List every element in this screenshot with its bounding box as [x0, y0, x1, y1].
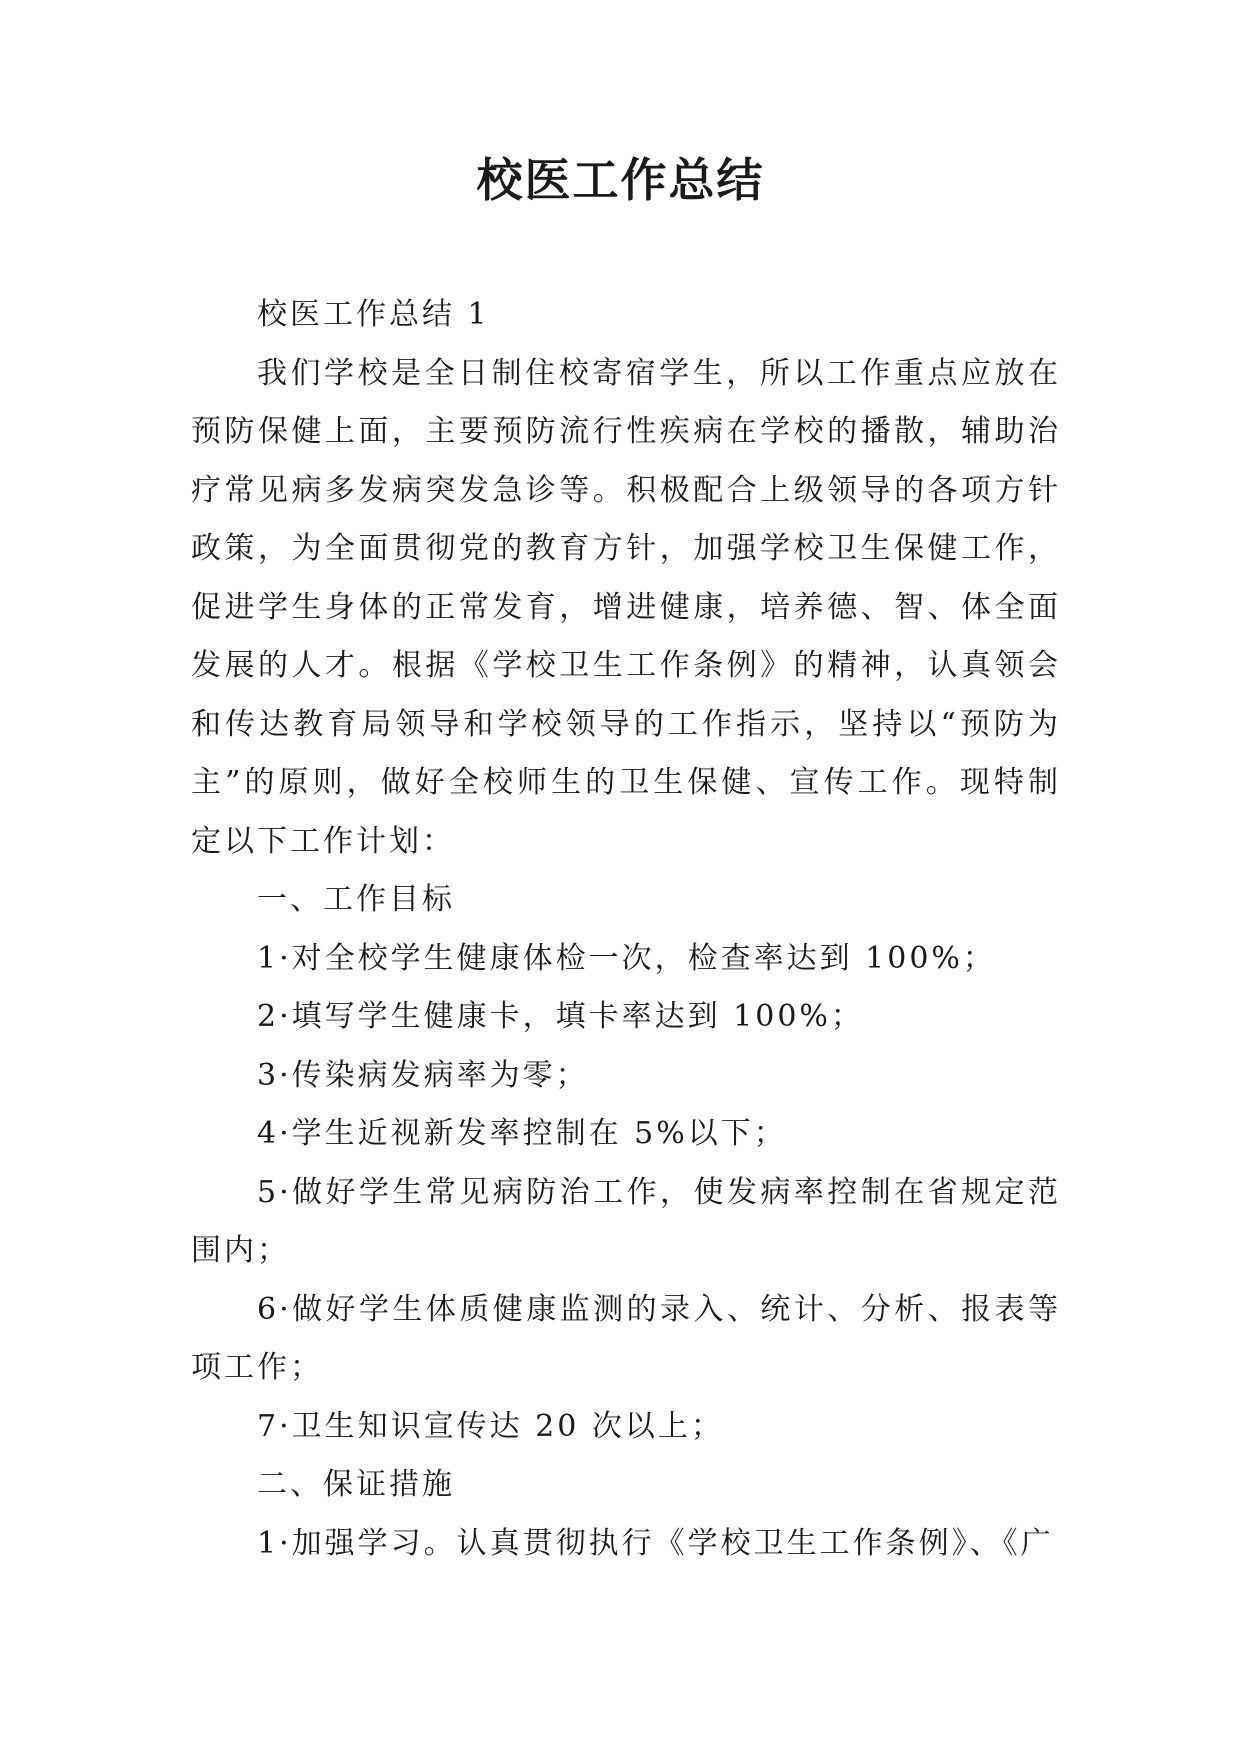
goal-item: 6·做好学生体质健康监测的录入、统计、分析、报表等项工作；	[191, 1291, 1061, 1385]
goal-item: 4·学生近视新发率控制在 5%以下；	[257, 1116, 787, 1151]
section-heading: 校医工作总结 1	[257, 297, 490, 332]
goal-item: 5·做好学生常见病防治工作，使发病率控制在省规定范围内；	[191, 1174, 1061, 1268]
goal-item: 7·卫生知识宣传达 20 次以上；	[257, 1408, 724, 1444]
goal-item: 3·传染病发病率为零；	[257, 1057, 589, 1093]
measure-item: 1·加强学习。认真贯彻执行《学校卫生工作条例》、《广	[257, 1525, 1054, 1561]
document-title: 校医工作总结	[476, 153, 765, 207]
section-heading: 一、工作目标	[257, 882, 455, 917]
document-body	[191, 286, 1061, 1573]
goal-item: 1·对全校学生健康体检一次，检查率达到 100%；	[257, 940, 996, 976]
intro-paragraph: 我们学校是全日制住校寄宿学生，所以工作重点应放在预防保健上面，主要预防流行性疾病在学校的播散，辅助治疗常见病多发病突发急诊等。积极配合上级领导的各项方针政策，为全面贯彻党的教育方针，加强学校卫生保健工作，促进学生身体的正常发育，增进健康，培养德、智、体全面发展的人才。根据《学校卫生工作条例》的精神，认真领会和传达教育局领导和学校领导的工作指示，坚持以“预防为主”的原则，做好全校师生的卫生保健、宣传工作。现特制定以下工作计划：	[191, 355, 1061, 859]
goal-item: 2·填写学生健康卡，填卡率达到 100%；	[257, 999, 864, 1034]
section-heading: 二、保证措施	[257, 1467, 455, 1502]
